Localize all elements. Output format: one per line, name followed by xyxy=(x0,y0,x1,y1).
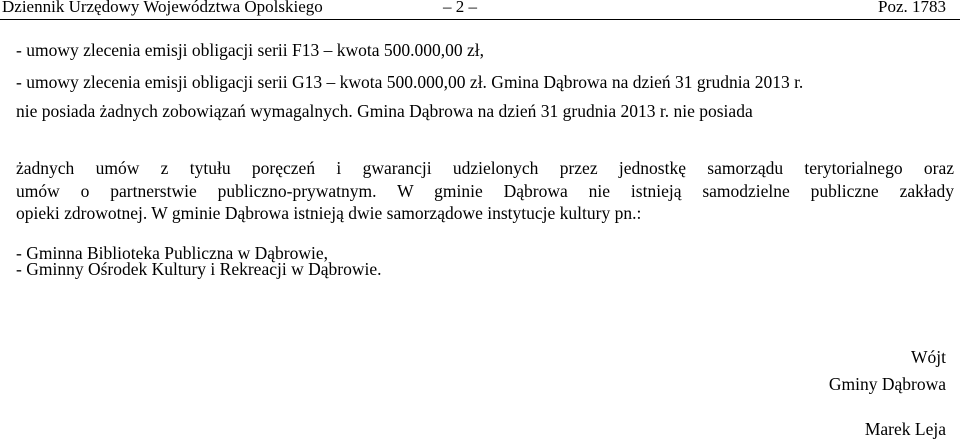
journal-title: Dziennik Urzędowy Województwa Opolskiego xyxy=(2,0,323,16)
signature-title: Wójt xyxy=(911,347,946,367)
body-line-g13: - umowy zlecenia emisji obligacji serii G13 – kwota 500.000,00 zł. Gmina Dąbrowa na dzień 31 grudnia 2013 r. xyxy=(16,72,804,92)
signature-name: Marek Leja xyxy=(864,419,946,439)
body-line-6: opieki zdrowotnej. W gminie Dąbrowa istnieją dwie samorządowe instytucje kultury pn.: xyxy=(16,203,642,223)
page-number: – 2 – xyxy=(443,0,477,16)
list-item-library: - Gminna Biblioteka Publiczna w Dąbrowie, xyxy=(16,243,329,263)
body-line-f13: - umowy zlecenia emisji obligacji serii F13 – kwota 500.000,00 zł, xyxy=(16,40,485,60)
body-line-4: żadnych umów z tytułu poręczeń i gwarancji udzielonych przez jednostkę samorządu terytorialnego oraz xyxy=(16,158,954,178)
signature-office: Gminy Dąbrowa xyxy=(828,374,946,394)
body-line-5: umów o partnerstwie publiczno-prywatnym. W gminie Dąbrowa nie istnieją samodzielne publiczne zakłady xyxy=(16,181,954,201)
page-header xyxy=(0,0,960,20)
position-number: Poz. 1783 xyxy=(878,0,946,16)
list-item-culture-centre: - Gminny Ośrodek Kultury i Rekreacji w Dąbrowie. xyxy=(16,259,382,279)
body-line-3: nie posiada żadnych zobowiązań wymagalnych. Gmina Dąbrowa na dzień 31 grudnia 2013 r. nie posiada xyxy=(16,101,753,121)
